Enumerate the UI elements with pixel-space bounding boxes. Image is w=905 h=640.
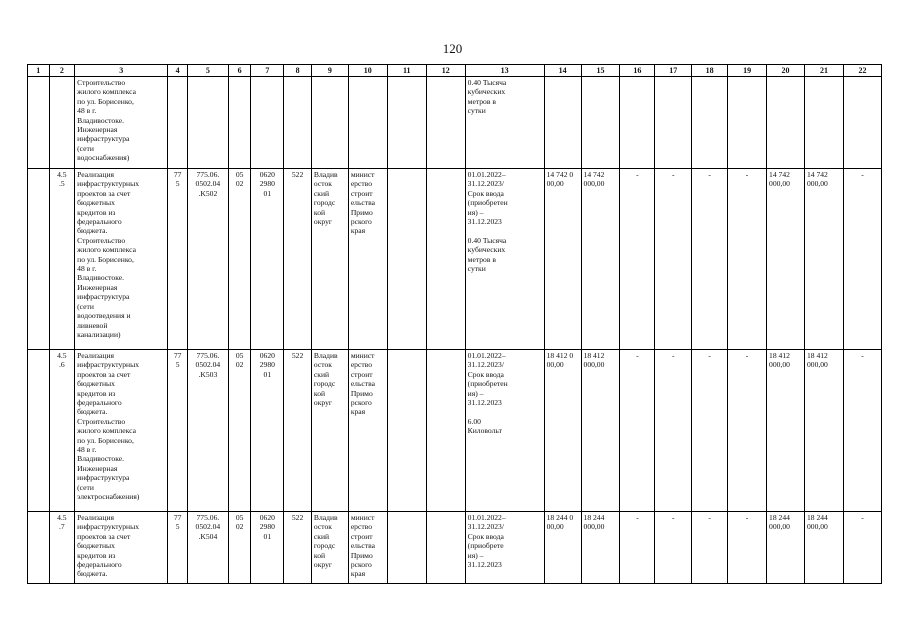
cell-amount [728, 77, 767, 169]
cell-amount: 18 412 000,00 [767, 350, 805, 512]
cell-amount: 14 742 0 00,00 [544, 169, 581, 350]
cell-amount: - [843, 169, 881, 350]
cell-timeline: 01.01.2022– 31.12.2023/ Срок ввода (приобрете ия) – 31.12.2023 [465, 512, 544, 584]
column-header: 16 [620, 65, 655, 77]
cell-municipality: Владив осток ский городс кой округ [311, 512, 348, 584]
cell-municipality: Владив осток ский городс кой округ [311, 350, 348, 512]
column-header: 7 [251, 65, 284, 77]
cell-budget-code: 775.06. 0502.04 .K504 [187, 512, 228, 584]
cell-item-code: 4.5 .7 [49, 512, 75, 584]
cell-item-code: 4.5 .6 [49, 350, 75, 512]
cell-target-article: 0620 2980 01 [251, 512, 284, 584]
cell-amount: 18 412 000,00 [804, 350, 843, 512]
table-row [28, 512, 882, 584]
cell-col-12 [426, 169, 465, 350]
cell-amount: - [843, 350, 881, 512]
cell-amount: 18 244 000,00 [581, 512, 620, 584]
cell-amount: 14 742 000,00 [581, 169, 620, 350]
cell-item-code: 4.5 .5 [49, 169, 75, 350]
column-header: 8 [284, 65, 312, 77]
cell-item-code [49, 77, 75, 169]
cell-description: Реализация инфраструктурных проектов за счет бюджетных кредитов из федерального бюджета. Строительство жилого комплекса по ул. Борисенко, 48 в г. Владивостоке. Инженерная инфраструктура (сети электроснабжения) [75, 350, 168, 512]
column-header: 5 [187, 65, 228, 77]
cell-amount: - [843, 512, 881, 584]
column-header: 13 [465, 65, 544, 77]
cell-amount: - [692, 350, 728, 512]
budget-table [27, 64, 882, 584]
cell-target-article [251, 77, 284, 169]
cell-amount [620, 77, 655, 169]
cell-responsible: минист ерство строит ельства Примо рского края [348, 169, 387, 350]
cell-amount: - [728, 350, 767, 512]
column-header: 20 [767, 65, 805, 77]
cell-col-11 [387, 512, 426, 584]
column-header: 14 [544, 65, 581, 77]
column-header: 21 [804, 65, 843, 77]
cell-expense-type [284, 77, 312, 169]
cell-amount: - [655, 350, 692, 512]
column-header: 6 [228, 65, 251, 77]
page-number: 120 [442, 41, 463, 56]
cell-amount: - [728, 169, 767, 350]
cell-col-11 [387, 169, 426, 350]
cell-amount: 14 742 000,00 [804, 169, 843, 350]
cell-responsible [348, 77, 387, 169]
cell-expense-type: 522 [284, 512, 312, 584]
cell-ministry-code [168, 77, 187, 169]
column-header: 12 [426, 65, 465, 77]
column-header: 17 [655, 65, 692, 77]
cell-amount [655, 77, 692, 169]
cell-timeline: 0.40 Тысяча кубических метров в сутки [465, 77, 544, 169]
cell-municipality [311, 77, 348, 169]
cell-amount: - [620, 512, 655, 584]
cell-amount [544, 77, 581, 169]
cell-col-12 [426, 512, 465, 584]
table-row [28, 77, 882, 169]
column-header: 22 [843, 65, 881, 77]
column-header: 10 [348, 65, 387, 77]
cell-amount: 18 244 000,00 [804, 512, 843, 584]
cell-description: Строительство жилого комплекса по ул. Борисенко, 48 в г. Владивостоке. Инженерная инфраструктура (сети водоснабжения) [75, 77, 168, 169]
cell-amount: - [692, 512, 728, 584]
table-row [28, 169, 882, 350]
cell-expense-type: 522 [284, 350, 312, 512]
cell-row-number [28, 77, 50, 169]
cell-amount [804, 77, 843, 169]
cell-responsible: минист ерство строит ельства Примо рского края [348, 512, 387, 584]
cell-amount [692, 77, 728, 169]
cell-amount: - [655, 169, 692, 350]
cell-timeline: 01.01.2022– 31.12.2023/ Срок ввода (приобретен ия) – 31.12.2023 6.00 Киловольт [465, 350, 544, 512]
table-row [28, 350, 882, 512]
cell-amount [843, 77, 881, 169]
cell-timeline: 01.01.2022– 31.12.2023/ Срок ввода (приобретен ия) – 31.12.2023 0.40 Тысяча кубических метров в сутки [465, 169, 544, 350]
column-header: 15 [581, 65, 620, 77]
column-header: 1 [28, 65, 50, 77]
cell-ministry-code: 77 5 [168, 350, 187, 512]
cell-amount: - [728, 512, 767, 584]
cell-row-number [28, 350, 50, 512]
cell-col-12 [426, 77, 465, 169]
cell-section: 05 02 [228, 512, 251, 584]
column-header: 19 [728, 65, 767, 77]
cell-description: Реализация инфраструктурных проектов за счет бюджетных кредитов из федерального бюджета. Строительство жилого комплекса по ул. Борисенко, 48 в г. Владивостоке. Инженерная инфраструктура (сети водоотведения и ливневой канализации) [75, 169, 168, 350]
cell-section [228, 77, 251, 169]
cell-amount: - [692, 169, 728, 350]
cell-amount: - [620, 350, 655, 512]
cell-budget-code: 775.06. 0502.04 .K503 [187, 350, 228, 512]
cell-amount [767, 77, 805, 169]
column-header: 4 [168, 65, 187, 77]
column-header: 11 [387, 65, 426, 77]
column-header: 2 [49, 65, 75, 77]
cell-section: 05 02 [228, 169, 251, 350]
cell-amount: 14 742 000,00 [767, 169, 805, 350]
cell-row-number [28, 512, 50, 584]
cell-amount: 18 244 0 00,00 [544, 512, 581, 584]
column-header: 18 [692, 65, 728, 77]
cell-target-article: 0620 2980 01 [251, 350, 284, 512]
cell-description: Реализация инфраструктурных проектов за счет бюджетных кредитов из федерального бюджета. [75, 512, 168, 584]
cell-amount: 18 244 000,00 [767, 512, 805, 584]
cell-col-12 [426, 350, 465, 512]
cell-amount: 18 412 0 00,00 [544, 350, 581, 512]
cell-col-11 [387, 350, 426, 512]
cell-amount [581, 77, 620, 169]
column-header: 3 [75, 65, 168, 77]
cell-section: 05 02 [228, 350, 251, 512]
cell-row-number [28, 169, 50, 350]
cell-amount: - [620, 169, 655, 350]
cell-expense-type: 522 [284, 169, 312, 350]
cell-col-11 [387, 77, 426, 169]
cell-municipality: Владив осток ский городс кой округ [311, 169, 348, 350]
column-header: 9 [311, 65, 348, 77]
cell-target-article: 0620 2980 01 [251, 169, 284, 350]
cell-budget-code [187, 77, 228, 169]
cell-budget-code: 775.06. 0502.04 .K502 [187, 169, 228, 350]
cell-ministry-code: 77 5 [168, 169, 187, 350]
header-row [28, 65, 882, 77]
cell-amount: - [655, 512, 692, 584]
cell-ministry-code: 77 5 [168, 512, 187, 584]
cell-amount: 18 412 000,00 [581, 350, 620, 512]
cell-responsible: минист ерство строит ельства Примо рского края [348, 350, 387, 512]
